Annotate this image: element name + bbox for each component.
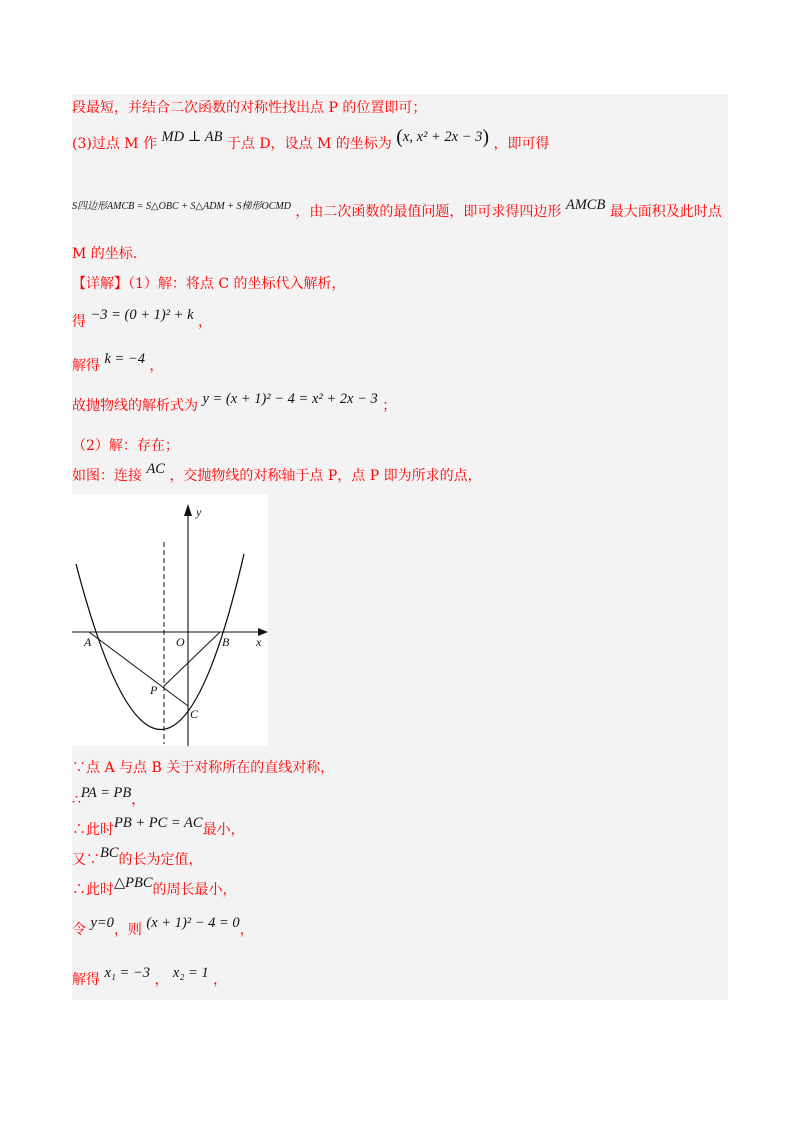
text-l14-b: 的长为定值， (118, 852, 203, 868)
text-l2-c: ，即可得 (493, 136, 550, 152)
label-point-a: A (84, 635, 92, 649)
math-y-zero: y=0 (90, 915, 114, 931)
text-l12-b: ， (131, 792, 146, 808)
text-line-12 (72, 785, 146, 810)
text-line-17 (72, 965, 228, 990)
text-line-14 (72, 845, 203, 870)
text-l13-a: ∴此时 (72, 822, 114, 838)
text-l2-b: 于点 D，设点 M 的坐标为 (226, 136, 392, 152)
text-l9: （2）解：存在； (72, 438, 179, 454)
text-l10-a: 如图：连接 (72, 468, 142, 484)
text-line-7 (72, 351, 164, 376)
label-origin-o: O (176, 635, 185, 649)
label-x-axis: x (256, 635, 262, 649)
parabola-curve (76, 554, 244, 730)
math-x1: x₁ = −3 (104, 965, 150, 981)
text-line-16 (72, 915, 254, 940)
segment-pb (164, 632, 220, 686)
math-area-formula: S四边形AMCB = S△OBC + S△ADM + S梯形OCMD (72, 201, 291, 212)
solution-panel (72, 94, 728, 1000)
text-l3-c: 最大面积及此时点 (609, 204, 722, 220)
text-line-11 (72, 758, 334, 778)
text-line-5 (72, 274, 346, 294)
text-l17-c: ， (213, 972, 228, 988)
text-l7-b: ， (149, 358, 164, 374)
parabola-figure (72, 494, 268, 746)
text-l1: 段最短，并结合二次函数的对称性找出点 P 的位置即可； (72, 100, 427, 116)
text-l2-a: (3)过点 M 作 (72, 136, 158, 152)
math-ac: AC (146, 461, 165, 477)
text-line-6 (72, 307, 212, 332)
math-bc: BC (100, 845, 119, 861)
text-line-2 (72, 126, 550, 154)
text-l14-a: 又∵ (72, 852, 100, 868)
math-parabola-expression: y = (x + 1)² − 4 = x² + 2x − 3 (202, 391, 378, 407)
text-l6-b: ， (198, 314, 212, 330)
text-l15-b: 的周长最小， (152, 882, 237, 898)
text-l10-b: ，交抛物线的对称轴于点 P，点 P 即为所求的点， (169, 468, 482, 484)
segment-ac (89, 632, 188, 706)
text-line-4 (72, 244, 137, 264)
text-l16-a: 令 (72, 922, 86, 938)
math-amcb: AMCB (565, 197, 606, 213)
y-axis-arrow (184, 504, 192, 516)
math-pb-plus-pc: PB + PC = AC (114, 815, 203, 831)
detail-tag: 【详解】 (72, 276, 128, 292)
text-l17-a: 解得 (72, 972, 100, 988)
text-line-10 (72, 461, 482, 486)
math-substitute-c: −3 = (0 + 1)² + k (90, 307, 194, 323)
text-l5-b: （1）解：将点 C 的坐标代入解析， (128, 276, 346, 292)
text-l4: M 的坐标. (72, 246, 138, 262)
math-x2: x₂ = 1 (172, 965, 209, 981)
label-y-axis: y (196, 505, 202, 519)
text-line-15 (72, 875, 237, 900)
label-point-p: P (150, 683, 158, 697)
text-l12-a: ∴ (72, 792, 81, 808)
text-line-8 (72, 391, 397, 416)
text-line-1 (72, 98, 426, 118)
text-l16-b: ，则 (113, 922, 142, 938)
text-l11: ∵点 A 与点 B 关于对称所在的直线对称， (72, 760, 335, 776)
text-l8-a: 故抛物线的解析式为 (72, 398, 198, 414)
math-pa-eq-pb: PA = PB (80, 785, 132, 801)
math-point-m-coord: (x, x² + 2x − 3) (396, 126, 490, 148)
math-k-value: k = −4 (104, 351, 145, 367)
text-line-13 (72, 815, 245, 840)
text-l16-c: ， (239, 922, 254, 938)
math-root-equation: (x + 1)² − 4 = 0 (146, 915, 240, 931)
text-line-9 (72, 436, 179, 456)
math-md-perp-ab: MD ⊥ AB (161, 129, 223, 145)
math-triangle-pbc: △PBC (114, 875, 153, 891)
text-l13-b: 最小， (202, 822, 245, 838)
parabola-diagram (72, 494, 268, 746)
text-l15-a: ∴此时 (72, 882, 114, 898)
text-line-3 (72, 197, 722, 224)
text-l3-b: ，由二次函数的最值问题，即可求得四边形 (295, 204, 562, 220)
text-l17-b: ， (154, 972, 169, 988)
text-l6-a: 得 (72, 314, 86, 330)
label-point-b: B (222, 635, 230, 649)
math-point-m-coord-inner: x, x² + 2x − 3 (402, 129, 483, 145)
text-l8-b: ； (382, 398, 397, 414)
label-point-c: C (190, 707, 199, 721)
text-l7-a: 解得 (72, 358, 100, 374)
